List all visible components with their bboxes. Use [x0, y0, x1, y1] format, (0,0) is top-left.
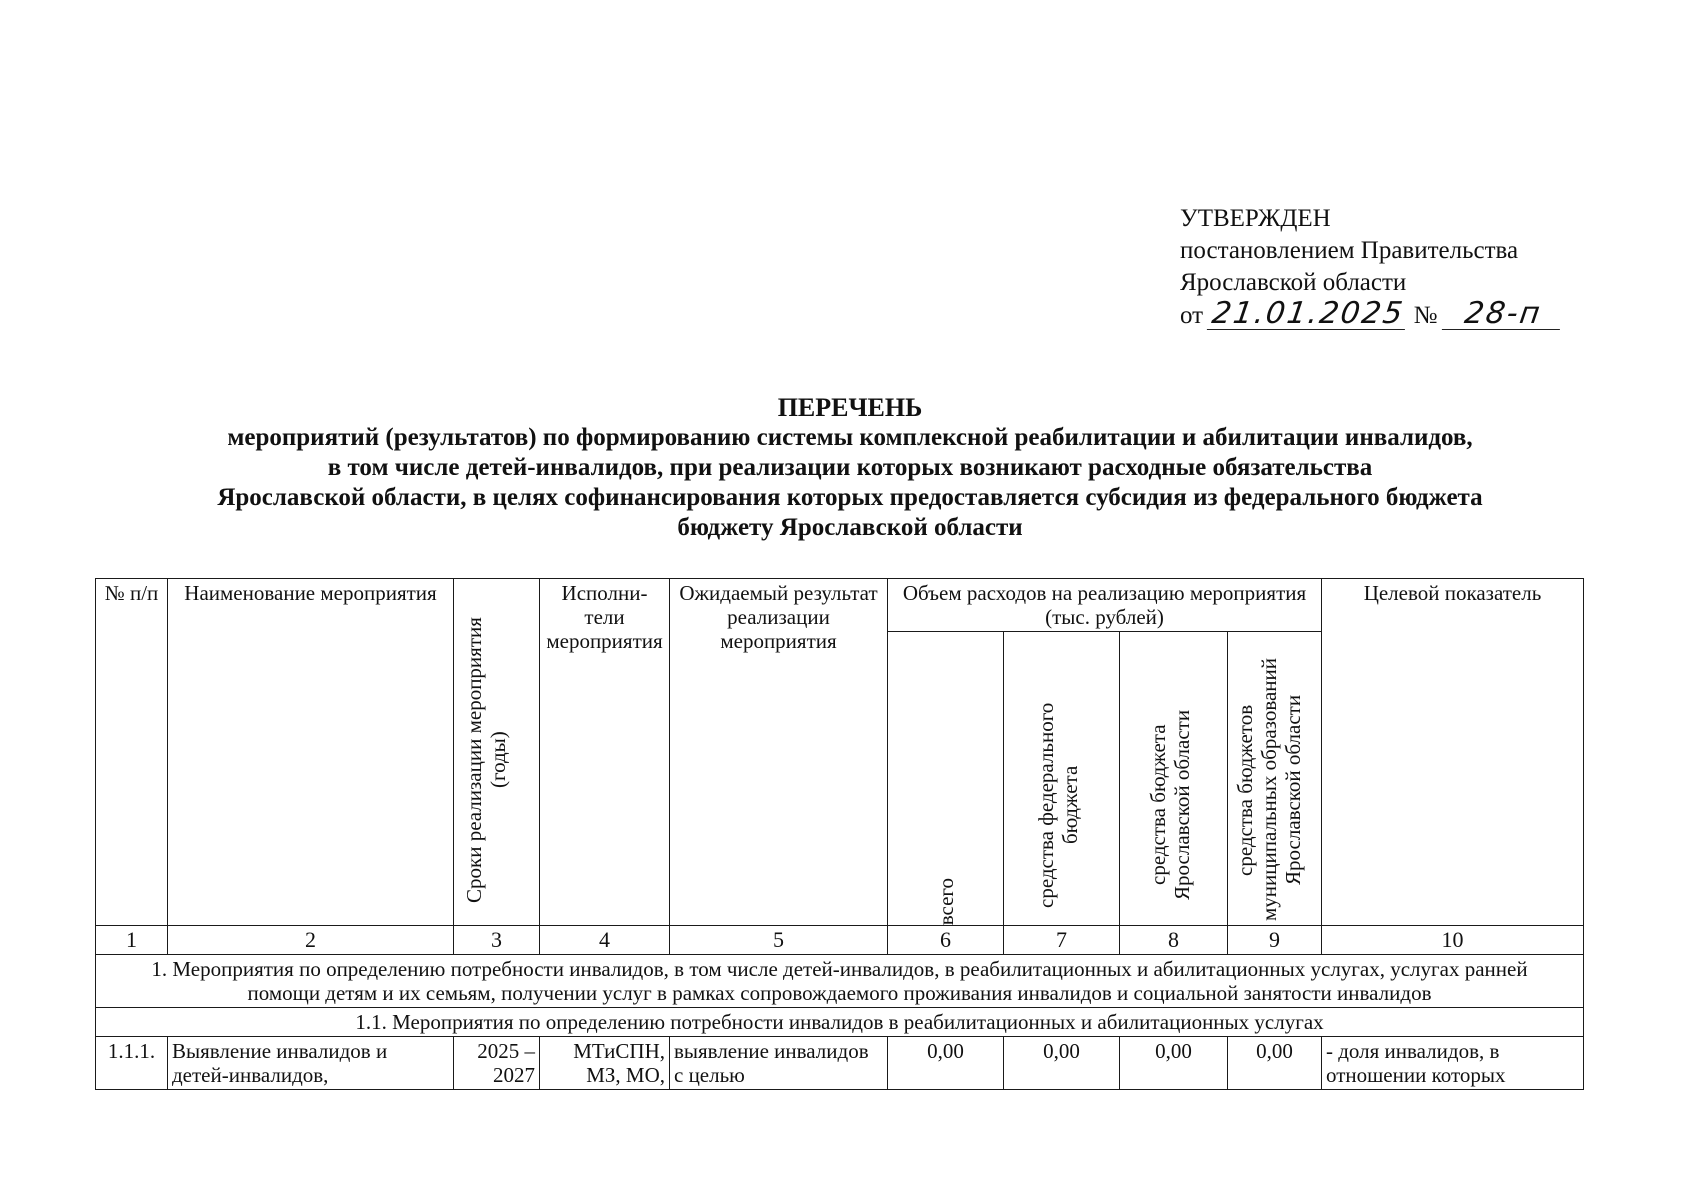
subsection-row [96, 1008, 1584, 1037]
header-municipal-cell [1228, 632, 1322, 926]
header-num: № п/п [96, 579, 168, 926]
header-result: Ожидаемый результат реализации мероприятия [670, 579, 888, 926]
row-municipal: 0,00 [1228, 1037, 1322, 1090]
header-federal: средства федерального бюджета [1033, 702, 1082, 908]
header-regional-cell [1120, 632, 1228, 926]
header-regional: средства бюджета Ярославской области [1145, 709, 1194, 901]
header-total: всего [933, 877, 958, 925]
header-total-cell [888, 632, 1004, 926]
column-number: 6 [888, 926, 1004, 955]
section-row [96, 955, 1584, 1008]
section-1-heading: 1. Мероприятия по определению потребности инвалидов, в том числе детей-инвалидов, в реабилитационных и абилитационных услугах, услугах ранней помощи детям и их семьям, получении услуг в рамках сопровождаемого проживания инвалидов и социальной занятости инвалидов [96, 955, 1584, 1008]
approval-number: 28-п [1442, 299, 1564, 330]
approval-date-line [1180, 296, 1562, 332]
approval-date: 21.01.2025 [1207, 299, 1409, 330]
column-number: 1 [96, 926, 168, 955]
approval-number-label: № [1413, 302, 1438, 329]
title-line-1: мероприятий (результатов) по формированию системы комплексной реабилитации и абилитации инвалидов, [227, 424, 1473, 451]
column-number: 4 [540, 926, 670, 955]
row-executors: МТиСПН, МЗ, МО, [540, 1037, 670, 1090]
approval-decree: постановлением Правительства [1180, 237, 1519, 264]
column-number: 9 [1228, 926, 1322, 955]
column-numbers-row [96, 926, 1584, 955]
approval-stamp [1180, 203, 1562, 332]
approval-region: Ярославской области [1180, 269, 1407, 296]
document-title [110, 393, 1590, 543]
subsection-1-1-heading: 1.1. Мероприятия по определению потребности инвалидов в реабилитационных и абилитационных услугах [96, 1008, 1584, 1037]
header-volume: Объем расходов на реализацию мероприятия (тыс. рублей) [888, 579, 1322, 632]
title-line-3: Ярославской области, в целях софинансирования которых предоставляется субсидия из федерального бюджета [217, 484, 1483, 511]
title-line-4: бюджету Ярославской области [677, 514, 1023, 541]
row-terms: 2025 – 2027 [454, 1037, 540, 1090]
column-number: 7 [1004, 926, 1120, 955]
header-name: Наименование мероприятия [168, 579, 454, 926]
header-row-1 [96, 579, 1584, 632]
row-num: 1.1.1. [96, 1037, 168, 1090]
row-total: 0,00 [888, 1037, 1004, 1090]
header-federal-cell [1004, 632, 1120, 926]
header-executors: Исполни-тели мероприятия [540, 579, 670, 926]
column-number: 10 [1322, 926, 1584, 955]
row-target: - доля инвалидов, в отношении которых [1322, 1037, 1584, 1090]
header-target: Целевой показатель [1322, 579, 1584, 926]
row-result: выявление инвалидов с целью [670, 1037, 888, 1090]
header-terms-cell [454, 579, 540, 926]
column-number: 2 [168, 926, 454, 955]
row-federal: 0,00 [1004, 1037, 1120, 1090]
row-name: Выявление инвалидов и детей-инвалидов, [168, 1037, 454, 1090]
row-regional: 0,00 [1120, 1037, 1228, 1090]
column-number: 5 [670, 926, 888, 955]
title-line-2: в том числе детей-инвалидов, при реализации которых возникают расходные обязательства [327, 454, 1373, 481]
title-heading: ПЕРЕЧЕНЬ [777, 393, 923, 422]
column-number: 3 [454, 926, 540, 955]
header-municipal: средства бюджетов муниципальных образований Ярославской области [1232, 658, 1305, 922]
table-row [96, 1037, 1584, 1090]
measures-table [95, 578, 1584, 1090]
approval-from-label: от [1180, 302, 1204, 329]
approval-title: УТВЕРЖДЕН [1180, 205, 1331, 232]
header-terms: Сроки реализации мероприятия (годы) [461, 617, 510, 903]
column-number: 8 [1120, 926, 1228, 955]
